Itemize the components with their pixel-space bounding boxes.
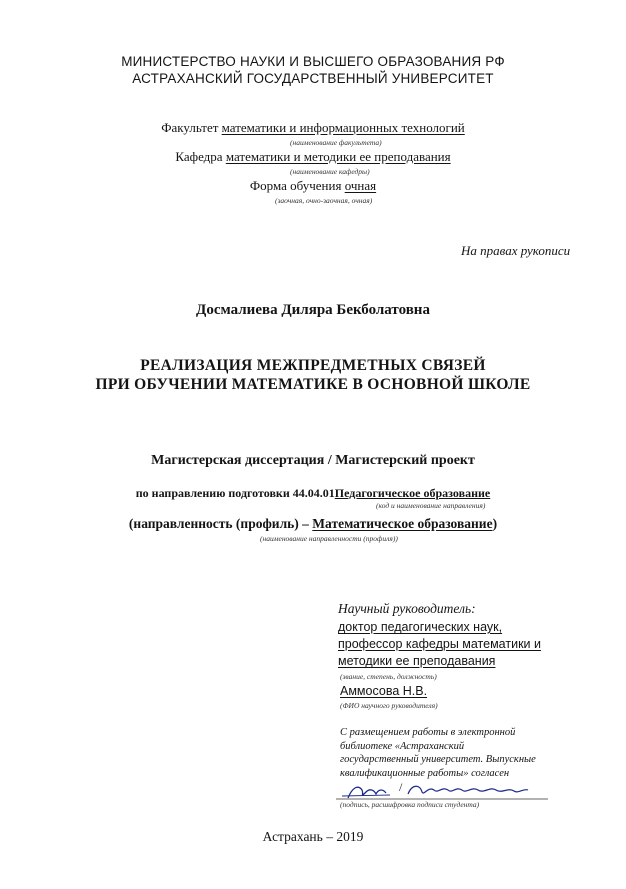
study-form-line xyxy=(0,178,626,193)
faculty-line xyxy=(0,120,626,135)
study-form-value: очная xyxy=(344,178,377,193)
supervisor-rank-line-1: доктор педагогических наук, xyxy=(338,620,503,634)
department-hint: (наименование кафедры) xyxy=(290,167,370,176)
profile-hint: (наименование направленности (профиля)) xyxy=(260,534,398,543)
work-type: Магистерская диссертация / Магистерский проект xyxy=(151,453,475,468)
study-form-label: Форма обучения xyxy=(249,178,342,193)
direction-hint: (код и наименование направления) xyxy=(376,501,486,510)
consent-line-3: государственный университет. Выпускные xyxy=(340,754,536,765)
profile-name: Математическое образование xyxy=(312,516,493,531)
department-line xyxy=(0,149,626,164)
consent-line-2: библиотеке «Астраханский xyxy=(340,740,465,752)
supervisor-rank-line-2: профессор кафедры математики и xyxy=(338,637,541,651)
signature-hint: (подпись, расшифровка подписи студента) xyxy=(340,800,480,809)
direction-code: 44.04.01 xyxy=(292,486,335,500)
supervisor-rank xyxy=(338,619,578,670)
author-name: Досмалиева Диляра Бекболатовна xyxy=(196,302,430,318)
supervisor-rank-hint: (звание, степень, должность) xyxy=(340,672,437,681)
profile-suffix: ) xyxy=(492,516,498,531)
university-name: АСТРАХАНСКИЙ ГОСУДАРСТВЕННЫЙ УНИВЕРСИТЕТ xyxy=(132,71,494,86)
consent-line-4: квалификационные работы» согласен xyxy=(340,767,510,779)
supervisor-name: Аммосова Н.В. xyxy=(340,684,428,698)
profile-line xyxy=(0,516,626,532)
direction-line xyxy=(0,486,626,501)
thesis-title-line-1: РЕАЛИЗАЦИЯ МЕЖПРЕДМЕТНЫХ СВЯЗЕЙ xyxy=(140,357,486,374)
direction-name: Педагогическое образование xyxy=(334,486,491,500)
profile-prefix: (направленность (профиль) – xyxy=(128,516,309,531)
ministry-name: МИНИСТЕРСТВО НАУКИ И ВЫСШЕГО ОБРАЗОВАНИЯ РФ xyxy=(121,54,505,69)
city-and-year: Астрахань – 2019 xyxy=(262,829,364,844)
manuscript-rights-note: На правах рукописи xyxy=(461,243,571,258)
direction-prefix: по направлению подготовки xyxy=(135,486,290,500)
supervisor-name-hint: (ФИО научного руководителя) xyxy=(340,701,438,710)
signature-slash: / xyxy=(399,780,403,794)
consent-line-1: С размещением работы в электронной xyxy=(340,727,516,738)
supervisor-label: Научный руководитель: xyxy=(338,601,476,616)
faculty-value: математики и информационных технологий xyxy=(221,120,465,135)
study-form-hint: (заочная, очно-заочная, очная) xyxy=(275,196,373,205)
faculty-hint: (наименование факультета) xyxy=(290,138,382,147)
thesis-title-line-2: ПРИ ОБУЧЕНИИ МАТЕМАТИКЕ В ОСНОВНОЙ ШКОЛЕ xyxy=(95,376,531,393)
supervisor-rank-line-3: методики ее преподавания xyxy=(338,654,496,668)
library-consent xyxy=(340,726,536,780)
department-label: Кафедра xyxy=(175,149,223,164)
department-value: математики и методики ее преподавания xyxy=(225,149,451,164)
faculty-label: Факультет xyxy=(161,120,219,135)
